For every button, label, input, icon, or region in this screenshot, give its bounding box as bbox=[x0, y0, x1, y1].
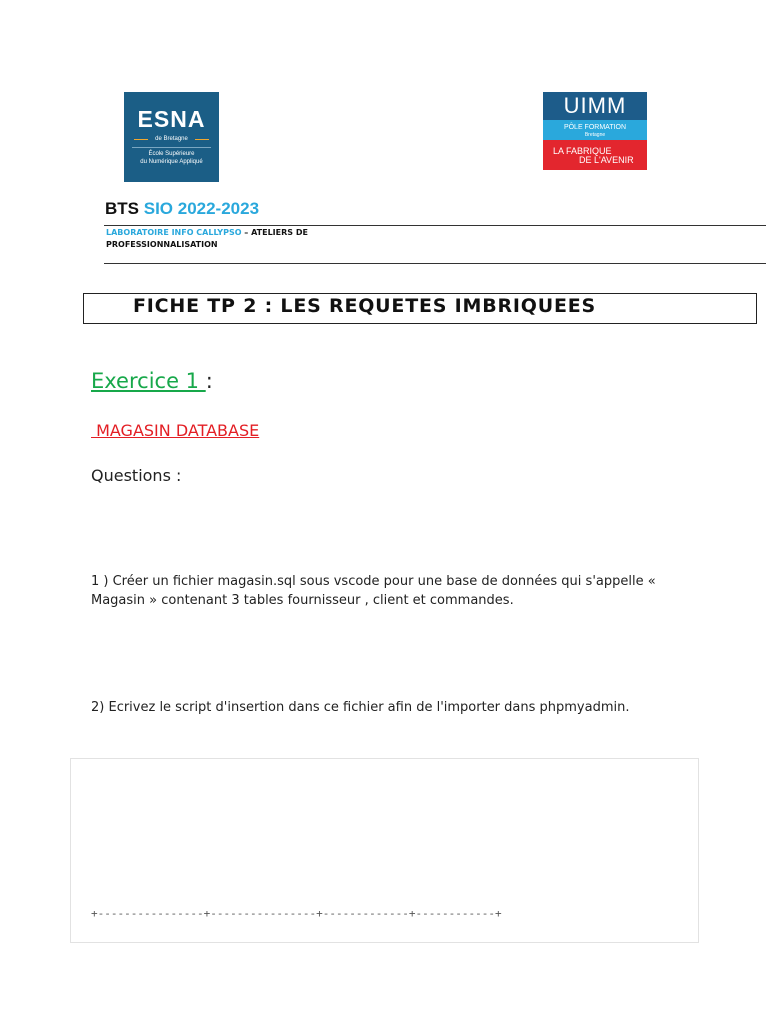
code-block bbox=[70, 758, 699, 943]
esna-subtitle: École Supérieure du Numérique Appliqué bbox=[140, 151, 203, 165]
esna-logo bbox=[124, 92, 219, 182]
uimm-slogan: LA FABRIQUE DE L'AVENIR bbox=[543, 140, 647, 170]
uimm-band: PÔLE FORMATION Bretagne bbox=[543, 120, 647, 140]
questions-label: Questions : bbox=[91, 466, 182, 485]
esna-brand: ESNA bbox=[137, 106, 206, 132]
database-title: MAGASIN DATABASE bbox=[91, 421, 260, 440]
uimm-brand: UIMM bbox=[543, 92, 647, 120]
header-divider-top bbox=[104, 225, 766, 226]
header-divider-bottom bbox=[104, 263, 766, 264]
question-1: 1 ) Créer un fichier magasin.sql sous vscode pour une base de données qui s'appelle « Magasin » contenant 3 tables fournisseur , client et commandes. bbox=[91, 574, 656, 608]
esna-tagline: de Bretagne bbox=[155, 136, 188, 142]
code-table-border: +----------------+----------------+-------------+------------+ bbox=[91, 907, 502, 920]
esna-tagline-row bbox=[134, 135, 209, 143]
exercise-heading: Exercice 1 : bbox=[91, 369, 213, 393]
course-title: BTS SIO 2022-2023 bbox=[105, 199, 260, 218]
document-title: FICHE TP 2 : LES REQUETES IMBRIQUEES bbox=[133, 295, 597, 317]
uimm-logo bbox=[543, 92, 647, 170]
lab-subtitle: LABORATOIRE INFO CALLYPSO – ATELIERS DE PROFESSIONNALISATION bbox=[106, 228, 308, 249]
question-2: 2) Ecrivez le script d'insertion dans ce fichier afin de l'importer dans phpmyadmin. bbox=[91, 700, 630, 715]
document-title-box bbox=[83, 293, 757, 324]
